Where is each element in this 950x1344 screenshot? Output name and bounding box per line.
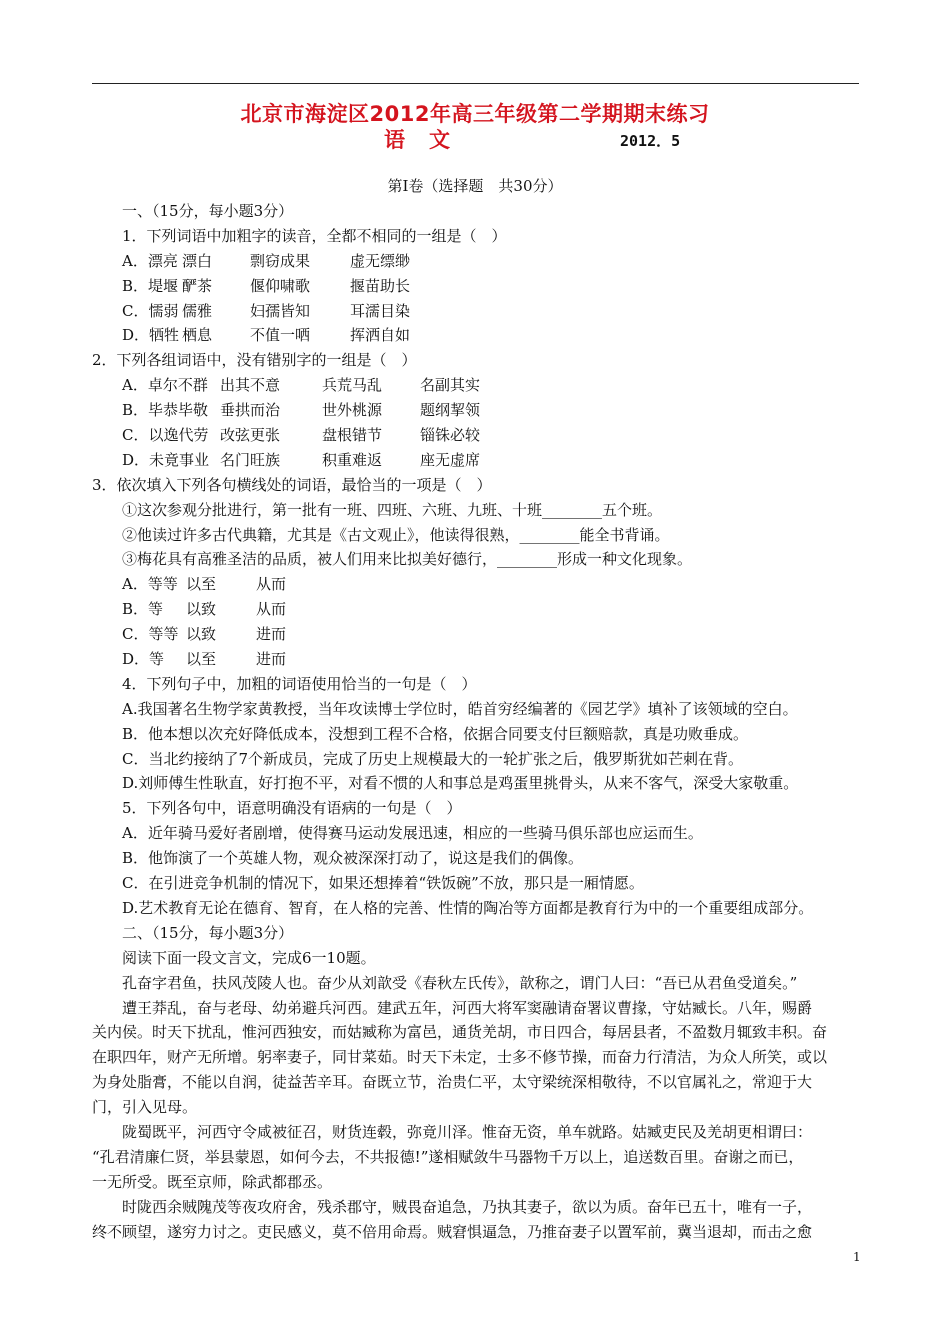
question-5-stem: 5．下列各句中，语意明确没有语病的一句是（ ） — [122, 799, 462, 818]
passage-line: 孔奋字君鱼，扶风茂陵人也。奋少从刘歆受《春秋左氏传》，歆称之，谓门人曰：“吾已从君鱼受道矣。” — [122, 973, 798, 992]
question-4-option-c: C．当北约接纳了7个新成员，完成了历史上规模最大的一轮扩张之后，俄罗斯犹如芒刺在背。 — [122, 749, 744, 768]
header-rule — [92, 83, 859, 84]
question-2-option-b: B．毕恭毕敬 垂拱而治 世外桃源 题纲挈领 — [122, 401, 481, 420]
passage-line: 遭王莽乱，奋与老母、幼弟避兵河西。建武五年，河西大将军窦融请奋署议曹掾，守姑臧长。八年，赐爵 — [122, 998, 813, 1017]
part-one-label: 一、（15分，每小题3分） — [122, 202, 294, 220]
question-1-option-a: A．漂亮 漂白 剽窃成果 虚无缥缈 — [122, 251, 411, 270]
passage-line: 在职四年，财产无所增。躬率妻子，同甘菜茹。时天下未定，士多不修节操，而奋力行清洁，为众人所笑，或以 — [92, 1048, 828, 1067]
passage-line: “孔君清廉仁贤，举县蒙恩，如何今去，不共报德!”遂相赋敛牛马器物千万以上，追送数百里。奋谢之而已， — [92, 1147, 804, 1166]
question-5-option-d: D.艺术教育无论在德育、智育，在人格的完善、性情的陶冶等方面都是教育行为中的一个重要组成部分。 — [122, 898, 814, 917]
question-4-stem: 4．下列句子中，加粗的词语使用恰当的一句是（ ） — [122, 674, 477, 693]
passage-line: 门，引入见母。 — [92, 1098, 198, 1117]
question-1-option-d: D．牺牲 栖息 不值一哂 挥洒自如 — [122, 326, 411, 345]
subject-title: 语文 — [384, 128, 474, 152]
part-two-label: 二、（15分，每小题3分） — [122, 923, 294, 942]
question-1-option-c: C．懦弱 儒雅 妇孺皆知 耳濡目染 — [122, 301, 411, 320]
reading-instruction: 阅读下面一段文言文，完成6一10题。 — [122, 948, 376, 967]
passage-line: 一无所受。既至京师，除武都郡丞。 — [92, 1172, 333, 1191]
page-number: 1 — [853, 1250, 861, 1264]
question-3-option-c: C．等等 以致 进而 — [122, 625, 287, 644]
question-3-option-d: D．等 以至 进而 — [122, 650, 287, 669]
question-2-option-c: C．以逸代劳 改弦更张 盘根错节 锱铢必较 — [122, 426, 481, 445]
passage-line: 终不顾望，遂穷力讨之。吏民感义，莫不倍用命焉。贼窘惧逼急，乃推奋妻子以置军前，冀当退却，而击之愈 — [92, 1222, 813, 1241]
passage-line: 关内侯。时天下扰乱，惟河西独安，而姑臧称为富邑，通货羌胡，市日四合，每居县者，不盈数月辄致丰积。奋 — [92, 1023, 828, 1042]
question-3-sentence-3: ③梅花具有高雅圣洁的品质，被人们用来比拟美好德行，________形成一种文化现象。 — [122, 550, 693, 569]
question-1-stem: 1．下列词语中加粗字的读音，全都不相同的一组是（ ） — [122, 226, 507, 245]
question-4-option-b: B．他本想以次充好降低成本，没想到工程不合格，依据合同要支付巨额赔款，真是功败垂成。 — [122, 724, 749, 743]
exam-date: 2012．5 — [620, 132, 681, 150]
question-2-stem: 2．下列各组词语中，没有错别字的一组是（ ） — [92, 351, 417, 370]
question-3-option-a: A．等等 以至 从而 — [122, 575, 287, 594]
question-3-sentence-2: ②他读过许多古代典籍，尤其是《古文观止》，他读得很熟，________能全书背诵。 — [122, 525, 670, 544]
question-1-option-b: B．堤堰 酽茶 偃仰啸歌 揠苗助长 — [122, 276, 411, 295]
question-2-option-d: D．未竟事业 名门旺族 积重难返 座无虚席 — [122, 450, 481, 469]
question-3-option-b: B．等 以致 从而 — [122, 600, 287, 619]
question-5-option-c: C．在引进竞争机制的情况下，如果还想捧着“铁饭碗”不放，那只是一厢情愿。 — [122, 874, 644, 893]
passage-line: 陇蜀既平，河西守令咸被征召，财货连毂，弥竟川泽。惟奋无资，单车就路。姑臧吏民及羌胡更相谓曰： — [122, 1122, 813, 1141]
question-3-sentence-1: ①这次参观分批进行，第一批有一班、四班、六班、九班、十班________五个班。 — [122, 500, 663, 519]
question-4-option-d: D.刘师傅生性耿直，好打抱不平，对看不惯的人和事总是鸡蛋里挑骨头，从来不客气，深受大家敬重。 — [122, 774, 799, 793]
page-title: 北京市海淀区2012年高三年级第二学期期末练习 — [240, 102, 710, 126]
document-body — [92, 199, 882, 1244]
passage-line: 时陇西余贼隗茂等夜攻府舍，残杀郡守，贼畏奋追急，乃执其妻子，欲以为质。奋年已五十，唯有一子， — [122, 1197, 813, 1216]
question-4-option-a: A.我国著名生物学家黄教授，当年攻读博士学位时，皓首穷经编著的《园艺学》填补了该领域的空白。 — [122, 699, 798, 718]
section-heading: 第Ⅰ卷（选择题 共30分） — [387, 177, 563, 195]
question-5-option-a: A．近年骑马爱好者剧增，使得赛马运动发展迅速，相应的一些骑马俱乐部也应运而生。 — [122, 824, 703, 843]
question-3-stem: 3．依次填入下列各句横线处的词语，最恰当的一项是（ ） — [92, 475, 492, 494]
passage-line: 为身处脂膏，不能以自润，徒益苦辛耳。奋既立节，治贵仁平，太守梁统深相敬待，不以官属礼之，常迎于大 — [92, 1073, 813, 1092]
question-2-option-a: A．卓尔不群 出其不意 兵荒马乱 名副其实 — [122, 376, 481, 395]
question-5-option-b: B．他饰演了一个英雄人物，观众被深深打动了，说这是我们的偶像。 — [122, 849, 584, 868]
